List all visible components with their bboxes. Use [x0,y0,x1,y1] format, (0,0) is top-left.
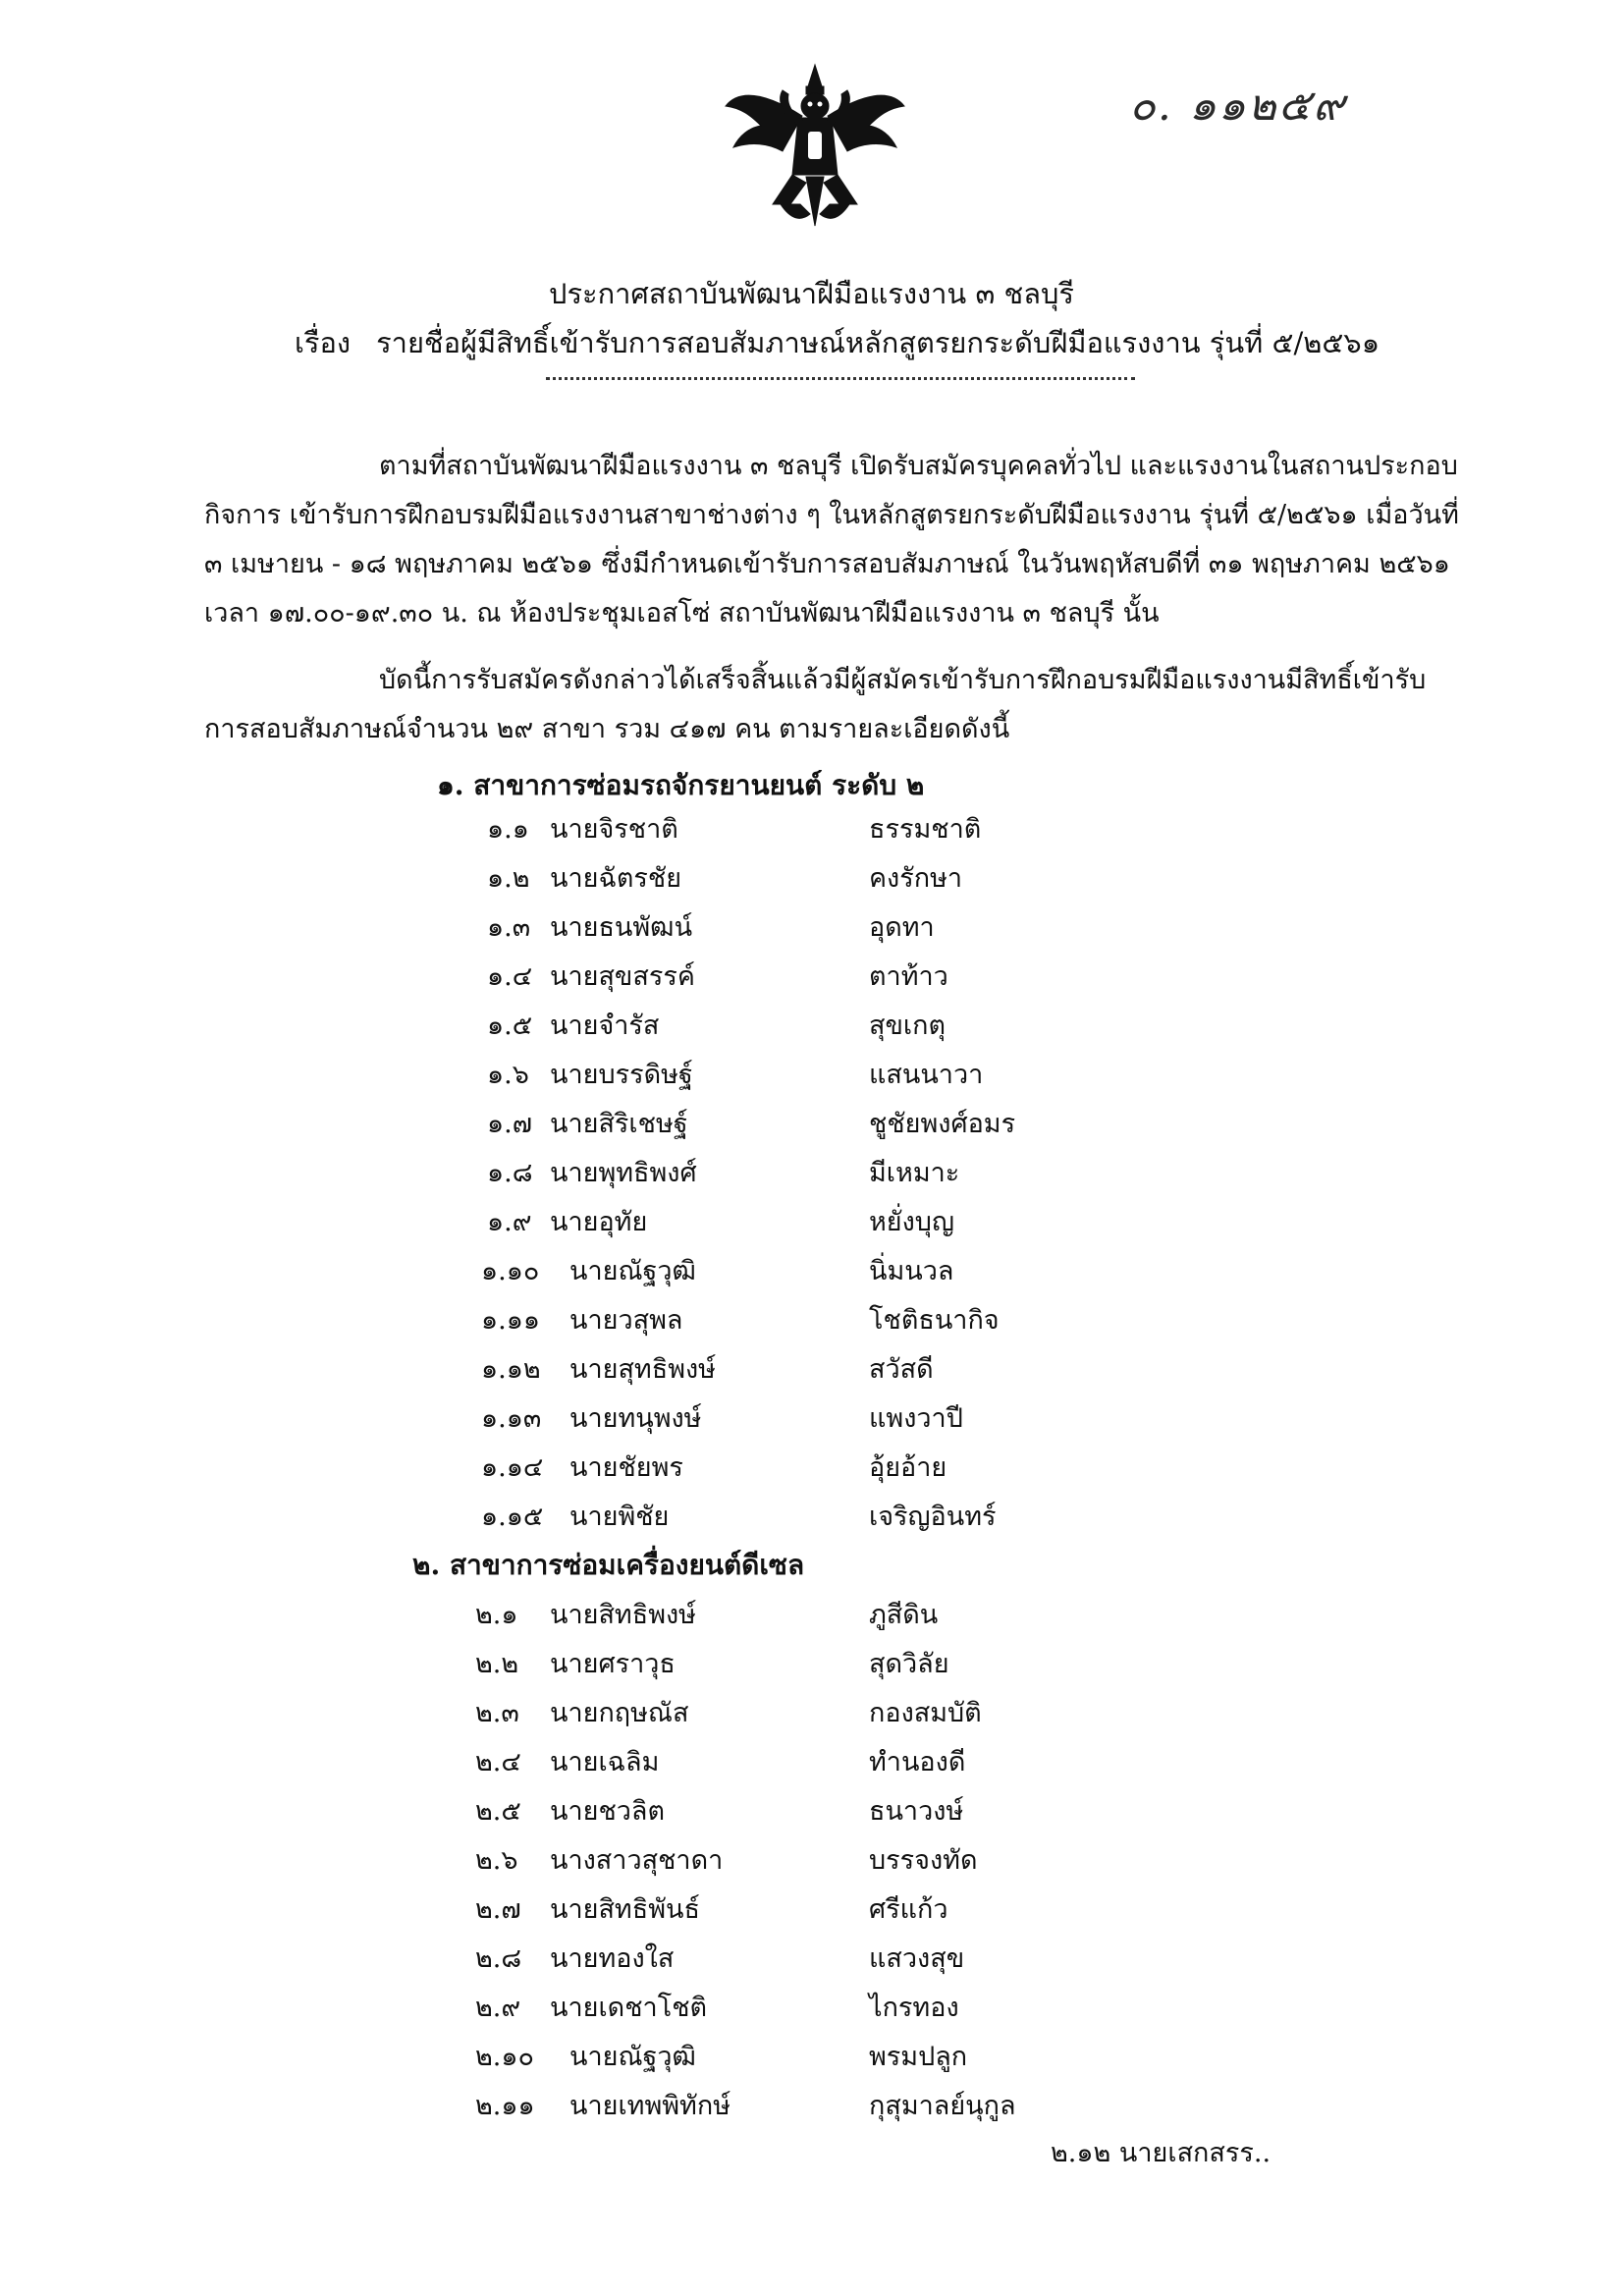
person-first-name: นายสิทธิพงษ์ [550,1600,696,1630]
person-number: ๑.๑ [487,814,529,845]
person-number: ๒.๕ [475,1796,521,1827]
person-number: ๑.๙ [487,1207,532,1237]
body-paragraph-1: ตามที่สถาบันพัฒนาฝีมือแรงงาน ๓ ชลบุรี เปิดรับสมัครบุคคลทั่วไป และแรงงานในสถานประกอบกิจการ เข้ารับการฝึกอบรมฝีมือแรงงานสาขาช่างต่าง ๆ ในหลักสูตรยกระดับฝีมือแรงงาน รุ่นที่ ๕/๒๕๖๑ เมื่อวันที่ ๓ เมษายน - ๑๘ พฤษภาคม ๒๕๖๑ ซึ่งมีกำหนดเข้ารับการสอบสัมภาษณ์ ในวันพฤหัสบดีที่ ๓๑ พฤษภาคม ๒๕๖๑ เวลา ๑๗.๐๐-๑๙.๓๐ น. ณ ห้องประชุมเอสโซ่ สถาบันพัฒนาฝีมือแรงงาน ๓ ชลบุรี นั้น [204,451,1459,629]
person-last-name: ไกรทอง [869,1993,959,2023]
person-last-name: แสวงสุข [869,1943,965,1974]
person-last-name: พรมปลูก [869,2042,968,2072]
body-paragraph-2: บัดนี้การรับสมัครดังกล่าวได้เสร็จสิ้นแล้วมีผู้สมัครเข้ารับการฝึกอบรมฝีมือแรงงานมีสิทธิ์เข้ารับการสอบสัมภาษณ์จำนวน ๒๙ สาขา รวม ๔๑๗ คน ตามรายละเอียดดังนี้ [204,665,1427,744]
person-number: ๒.๑๑ [475,2091,535,2121]
person-number: ๑.๘ [487,1158,533,1188]
person-number: ๑.๕ [487,1011,533,1041]
person-first-name: นายกฤษณัส [550,1698,689,1728]
person-number: ๒.๑ [475,1600,518,1630]
person-last-name: โชติธนากิจ [869,1305,1000,1336]
person-first-name: นายชวลิต [550,1796,666,1827]
person-last-name: กุสุมาลย์นุกูล [869,2091,1016,2121]
announcement-title: ประกาศสถาบันพัฒนาฝีมือแรงงาน ๓ ชลบุรี [549,277,1074,310]
person-last-name: กองสมบัติ [869,1698,982,1728]
section-heading: ๑. สาขาการซ่อมรถจักรยานยนต์ ระดับ ๒ [437,769,925,801]
person-number: ๒.๒ [475,1649,519,1679]
person-number: ๑.๑๒ [481,1354,541,1385]
person-last-name: หยั่งบุญ [869,1207,954,1237]
person-last-name: แพงวาปี [869,1403,963,1434]
person-number: ๑.๖ [487,1060,529,1090]
person-last-name: สวัสดี [869,1354,934,1385]
person-last-name: สุดวิลัย [869,1649,949,1679]
person-first-name: นางสาวสุชาดา [550,1845,724,1876]
person-first-name: นายณัฐวุฒิ [569,2042,696,2072]
person-first-name: นายอุทัย [550,1207,648,1237]
person-first-name: นายพุทธิพงศ์ [550,1158,697,1188]
person-last-name: ชูชัยพงศ์อมร [869,1109,1016,1139]
person-last-name: ธนาวงษ์ [869,1796,964,1827]
person-first-name: นายทนุพงษ์ [569,1403,702,1434]
garuda-emblem-icon [722,57,908,234]
person-first-name: นายเดชาโชติ [550,1993,708,2023]
person-number: ๒.๗ [475,1894,521,1925]
person-last-name: ทำนองดี [869,1747,966,1777]
person-last-name: ตาท้าว [869,961,948,992]
person-first-name: นายฉัตรชัย [550,863,682,894]
person-first-name: นายบรรดิษฐ์ [550,1060,693,1090]
person-last-name: บรรจงทัด [869,1845,978,1876]
section-heading: ๒. สาขาการซ่อมเครื่องยนต์ดีเซล [412,1549,805,1581]
person-last-name: ศรีแก้ว [869,1894,948,1925]
person-first-name: นายธนพัฒน์ [550,912,693,943]
person-last-name: มีเหมาะ [869,1158,960,1188]
person-first-name: นายศราวุธ [550,1649,676,1679]
person-first-name: นายทองใส [550,1943,675,1974]
dotted-divider [546,377,1135,380]
person-last-name: แสนนาวา [869,1060,984,1090]
person-first-name: นายชัยพร [569,1452,683,1483]
person-number: ๒.๑๐ [475,2042,534,2072]
person-first-name: นายจิรชาติ [550,814,678,845]
person-first-name: นายสุขสรรค์ [550,961,695,992]
person-number: ๑.๒ [487,863,530,894]
person-number: ๑.๑๑ [481,1305,540,1336]
subject-label: เรื่อง [295,326,352,359]
person-number: ๒.๔ [475,1747,521,1777]
person-number: ๑.๔ [487,961,533,992]
person-first-name: นายเฉลิม [550,1747,660,1777]
person-last-name: ธรรมชาติ [869,814,982,845]
person-last-name: ภูสีดิน [869,1600,939,1630]
person-number: ๑.๑๕ [481,1502,544,1532]
person-number: ๒.๘ [475,1943,522,1974]
person-last-name: นิ่มนวล [869,1256,954,1286]
person-first-name: นายเทพพิทักษ์ [569,2091,731,2121]
person-number: ๑.๑๓ [481,1403,542,1434]
person-first-name: นายพิชัย [569,1502,670,1532]
person-last-name: สุขเกตุ [869,1011,947,1041]
person-first-name: นายวสุพล [569,1305,683,1336]
person-last-name: อุดทา [869,912,935,943]
person-number: ๒.๓ [475,1698,519,1728]
continuation-note: ๒.๑๒ นายเสกสรร.. [1051,2138,1271,2168]
person-first-name: นายสุทธิพงษ์ [569,1354,716,1385]
person-number: ๑.๗ [487,1109,533,1139]
person-number: ๑.๑๐ [481,1256,540,1286]
person-number: ๑.๓ [487,912,531,943]
handwritten-reference: ๐. ๑๑๒๕๙ [1129,81,1347,131]
subject-text: รายชื่อผู้มีสิทธิ์เข้ารับการสอบสัมภาษณ์หลักสูตรยกระดับฝีมือแรงงาน รุ่นที่ ๕/๒๕๖๑ [376,326,1380,359]
person-last-name: อุ้ยอ้าย [869,1452,947,1483]
person-first-name: นายสิทธิพันธ์ [550,1894,700,1925]
person-number: ๒.๖ [475,1845,518,1876]
person-last-name: คงรักษา [869,863,963,894]
person-last-name: เจริญอินทร์ [869,1502,997,1532]
person-first-name: นายณัฐวุฒิ [569,1256,696,1286]
person-number: ๑.๑๔ [481,1452,544,1483]
person-number: ๒.๙ [475,1993,521,2023]
announcement-subject [295,320,1380,365]
person-first-name: นายสิริเชษฐ์ [550,1109,688,1139]
person-first-name: นายจำรัส [550,1011,660,1041]
